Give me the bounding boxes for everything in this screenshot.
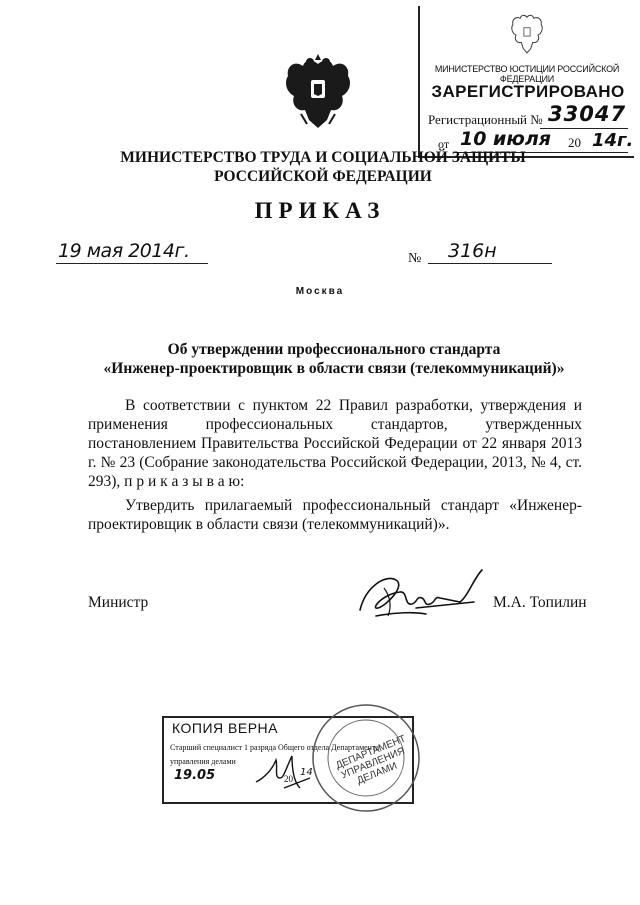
minister-position: Министр xyxy=(88,594,149,611)
number-sign: № xyxy=(408,251,422,266)
body-paragraph-1-text: В соответствии с пунктом 22 Правил разработки, утверждения и применения профессиональных стандартов, утвержденных постановлением Правительства Российской Федерации от 22 января 2013 г. № 23 (Собрание законодательства Российской Федерации, 2013, № 4, ст. 293), п р и к а з ы в а ю: xyxy=(88,397,582,490)
registration-number-label: Регистрационный № xyxy=(428,112,543,127)
title-line-2: «Инженер-проектировщик в области связи (телекоммуникаций)» xyxy=(103,360,565,377)
ministry-name xyxy=(108,148,538,186)
title-line-1: Об утверждении профессионального стандарта xyxy=(167,341,501,358)
minister-name: М.А. Топилин xyxy=(493,594,587,611)
copy-stamp-title: КОПИЯ ВЕРНА xyxy=(172,720,278,736)
copy-stamp-year-handwritten: 14 xyxy=(300,767,313,778)
order-number-underline xyxy=(428,263,552,264)
registration-year-handwritten: 14г. xyxy=(592,130,634,151)
registration-number: 33047 xyxy=(548,102,627,126)
order-number: 316н xyxy=(448,240,497,262)
ministry-line-2: РОССИЙСКОЙ ФЕДЕРАЦИИ xyxy=(214,168,432,185)
seal-text: ДЕПАРТАМЕНТ УПРАВЛЕНИЯ ДЕЛАМИ xyxy=(334,733,408,787)
copy-stamp-year-printed: 20 xyxy=(284,774,293,784)
copy-stamp-signature xyxy=(254,748,314,792)
copy-stamp-department: управления делами xyxy=(170,757,236,766)
ministry-line-1: МИНИСТЕРСТВО ТРУДА И СОЦИАЛЬНОЙ ЗАЩИТЫ xyxy=(120,149,526,166)
registration-title: ЗАРЕГИСТРИРОВАНО xyxy=(431,82,625,101)
registration-number-underline xyxy=(540,128,628,129)
order-date-underline xyxy=(56,263,208,264)
body-paragraph-2 xyxy=(88,496,582,534)
body-paragraph-1 xyxy=(88,396,582,491)
registration-date: 10 июля xyxy=(460,128,551,150)
registration-stamp xyxy=(418,6,634,158)
city: Москва xyxy=(295,286,345,297)
copy-stamp-date: 19.05 xyxy=(174,768,216,783)
order-date: 19 мая 2014г. xyxy=(58,240,190,262)
minister-signature xyxy=(356,566,490,630)
copy-stamp-position: Старший специалист 1 разряда Общего отдела Департамента xyxy=(170,743,380,752)
body-paragraph-2-text: Утвердить прилагаемый профессиональный стандарт «Инженер-проектировщик в области связи (телекоммуникаций)». xyxy=(88,497,582,533)
registration-year-printed: 20 xyxy=(568,135,581,150)
document-title xyxy=(84,340,584,378)
eagle-emblem-icon xyxy=(508,12,546,56)
state-emblem-icon xyxy=(283,48,353,132)
document-type: ПРИКАЗ xyxy=(254,198,386,223)
registration-ministry: МИНИСТЕРСТВО ЮСТИЦИИ РОССИЙСКОЙ ФЕДЕРАЦИИ xyxy=(434,64,620,84)
registration-date-prefix: от xyxy=(438,137,450,151)
